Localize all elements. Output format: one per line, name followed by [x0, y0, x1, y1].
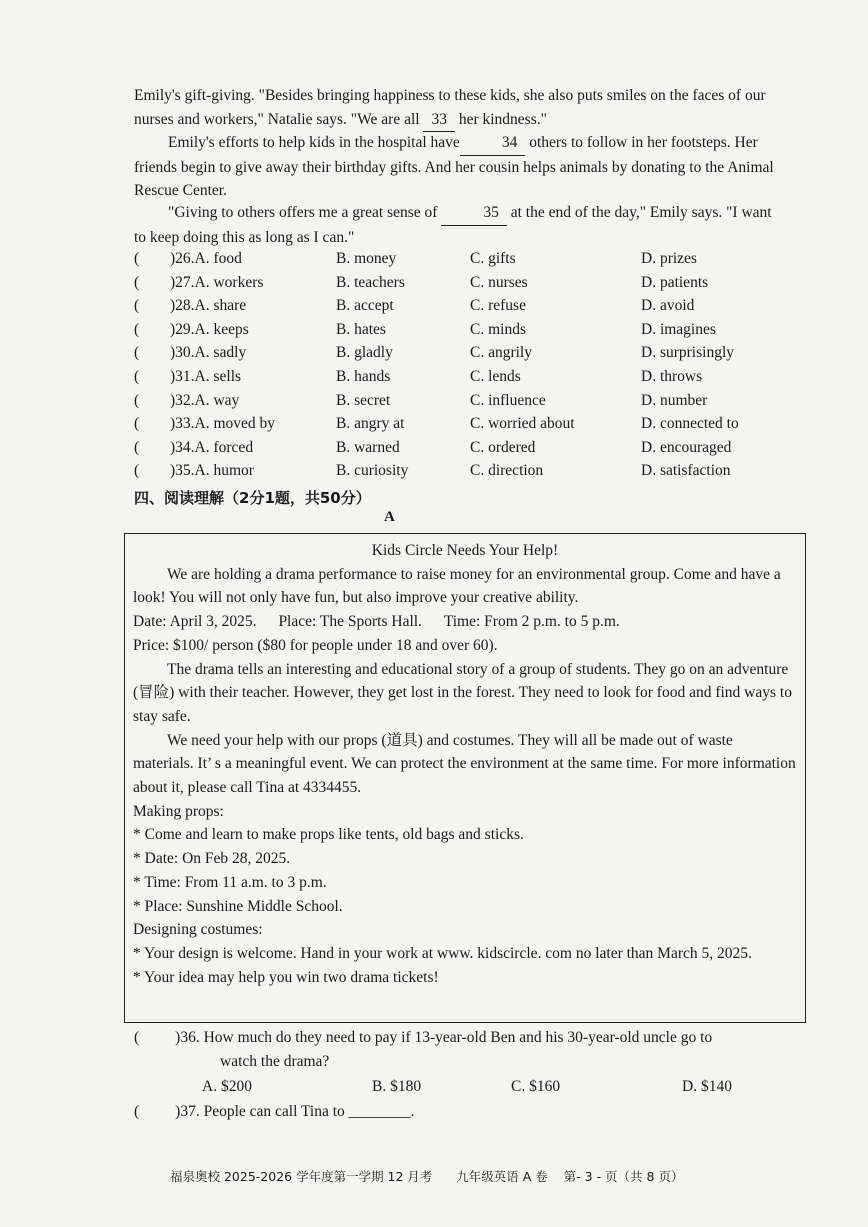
option-d: D. satisfaction [641, 462, 731, 480]
passage-paragraph-3 [134, 201, 784, 249]
event-price: Price: $100/ person ($80 for people under 18 and over 60). [133, 636, 498, 654]
props-heading: Making props: [133, 802, 224, 820]
answer-bracket[interactable]: ( [134, 1103, 140, 1120]
q36-option-d: D. $140 [682, 1078, 732, 1095]
passage-text: "Giving to others offers me a great sense of [168, 204, 442, 221]
props-item: * Place: Sunshine Middle School. [133, 897, 343, 915]
option-a: )26.A. food [170, 250, 242, 267]
passage-text: others to follow in her footsteps. Her friends begin to give away their birthday gifts. And her cousin helps animals by donating to the Animal Rescue Center. [134, 134, 774, 199]
props-item: * Time: From 11 a.m. to 3 p.m. [133, 873, 327, 891]
option-c: C. minds [470, 320, 526, 338]
option-d: D. surprisingly [641, 344, 734, 362]
option-b: B. hates [336, 320, 386, 338]
option-row-27 [134, 274, 814, 298]
option-d: D. imagines [641, 320, 716, 338]
option-c: C. direction [470, 462, 544, 480]
props-item: * Date: On Feb 28, 2025. [133, 850, 291, 868]
option-a: )28.A. share [170, 297, 247, 315]
question-36-continued: watch the drama? [220, 1053, 330, 1070]
option-a: )31.A. sells [170, 367, 242, 385]
q36-option-c: C. $160 [511, 1078, 561, 1095]
answer-bracket[interactable]: ( [134, 297, 140, 315]
option-c: C. refuse [470, 297, 526, 315]
option-b: B. secret [336, 391, 391, 409]
question-text: )36. How much do they need to pay if 13-year-old Ben and his 30-year-old uncle go to [175, 1029, 713, 1046]
option-a: )32.A. way [170, 391, 240, 409]
notice-paragraph-2: The drama tells an interesting and educational story of a group of students. They go on an adventure (冒险) with their teacher. However, they get lost in the forest. They need to look for food and find ways to stay safe. [133, 660, 792, 725]
option-c: C. lends [470, 367, 521, 385]
answer-bracket[interactable]: ( [134, 1029, 140, 1046]
cloze-options [134, 250, 814, 486]
passage-paragraph-1 [134, 84, 784, 132]
answer-bracket[interactable]: ( [134, 320, 140, 338]
answer-bracket[interactable]: ( [134, 367, 140, 385]
answer-bracket[interactable]: ( [134, 462, 140, 480]
option-a: )29.A. keeps [170, 320, 249, 338]
option-a: )33.A. moved by [170, 415, 276, 433]
notice-paragraph-1: We are holding a drama performance to raise money for an environmental group. Come and have a look! You will not only have fun, but also improve your creative ability. [133, 565, 781, 607]
answer-bracket[interactable]: ( [134, 391, 140, 409]
option-c: C. gifts [470, 250, 516, 267]
option-b: B. warned [336, 438, 400, 456]
option-c: C. nurses [470, 273, 528, 291]
option-a: )30.A. sadly [170, 344, 247, 362]
option-row-35 [134, 462, 814, 486]
answer-bracket[interactable]: ( [134, 438, 140, 456]
option-b: B. angry at [336, 415, 405, 433]
option-row-28 [134, 297, 814, 321]
option-b: B. hands [336, 367, 391, 385]
option-d: D. throws [641, 367, 703, 385]
passage-text: her kindness." [454, 110, 547, 128]
option-d: D. avoid [641, 297, 695, 315]
option-d: D. number [641, 391, 708, 409]
blank-33: 33 [423, 108, 455, 133]
passage-text: Emily's efforts to help kids in the hospital have [168, 134, 460, 151]
costumes-heading: Designing costumes: [133, 921, 263, 939]
option-a: )27.A. workers [170, 273, 264, 291]
event-time: Time: From 2 p.m. to 5 p.m. [443, 613, 620, 631]
question-37 [134, 1100, 415, 1124]
q36-option-b: B. $180 [372, 1078, 422, 1095]
option-c: C. influence [470, 391, 546, 409]
page-footer: 福泉奥校 2025-2026 学年度第一学期 12 月考 九年级英语 A 卷 第- 3 - 页（共 8 页） [170, 1169, 684, 1184]
passage-paragraph-2 [134, 131, 784, 203]
props-item: * Come and learn to make props like tents, old bags and sticks. [133, 826, 524, 844]
option-d: D. connected to [641, 415, 739, 433]
option-b: B. curiosity [336, 462, 409, 480]
notice-box [124, 533, 806, 1023]
option-d: D. patients [641, 273, 709, 291]
option-b: B. gladly [336, 344, 393, 362]
option-b: B. money [336, 250, 397, 267]
option-a: )35.A. humor [170, 462, 254, 480]
option-b: B. teachers [336, 273, 405, 291]
option-row-34 [134, 439, 814, 463]
option-row-31 [134, 368, 814, 392]
event-details [133, 610, 797, 634]
option-c: C. angrily [470, 344, 532, 362]
question-text: )37. People can call Tina to ________. [175, 1103, 415, 1120]
section-heading: 四、阅读理解（2分1题，共50分） [134, 489, 371, 507]
passage-text: Emily's gift-giving. "Besides bringing happiness to these kids, she also puts smiles on the faces of our nurses and workers," Natalie says. "We are all [134, 87, 766, 128]
answer-bracket[interactable]: ( [134, 415, 140, 433]
blank-35: 35 [441, 201, 507, 226]
answer-bracket[interactable]: ( [134, 273, 140, 291]
costumes-item: * Your idea may help you win two drama tickets! [133, 968, 439, 986]
answer-bracket[interactable]: ( [134, 344, 140, 362]
blank-34: 34 [460, 131, 526, 156]
option-row-33 [134, 415, 814, 439]
option-a: )34.A. forced [170, 438, 254, 456]
passage-text: at the end of the day," Emily says. "I want to keep doing this as long as I can." [134, 204, 772, 246]
option-c: C. ordered [470, 438, 536, 456]
option-c: C. worried about [470, 415, 575, 433]
answer-bracket[interactable]: ( [134, 250, 140, 267]
option-row-26 [134, 250, 814, 274]
q36-option-a: A. $200 [202, 1078, 252, 1095]
question-36 [134, 1026, 712, 1050]
event-date: Date: April 3, 2025. [133, 613, 257, 631]
option-row-32 [134, 392, 814, 416]
option-row-29 [134, 321, 814, 345]
notice-title: Kids Circle Needs Your Help! [371, 542, 559, 559]
option-d: D. encouraged [641, 438, 732, 456]
passage-letter: A [384, 509, 395, 525]
notice-paragraph-3: We need your help with our props (道具) and costumes. They will all be made out of waste materials. It’ s a meaningful event. We can protect the environment at the same time. For more information about it, please call Tina at 4334455. [133, 731, 796, 797]
option-d: D. prizes [641, 250, 697, 267]
option-b: B. accept [336, 297, 394, 315]
costumes-item: * Your design is welcome. Hand in your work at www. kidscircle. com no later than March 5, 2025. [133, 944, 752, 962]
event-place: Place: The Sports Hall. [278, 613, 422, 631]
option-row-30 [134, 344, 814, 368]
